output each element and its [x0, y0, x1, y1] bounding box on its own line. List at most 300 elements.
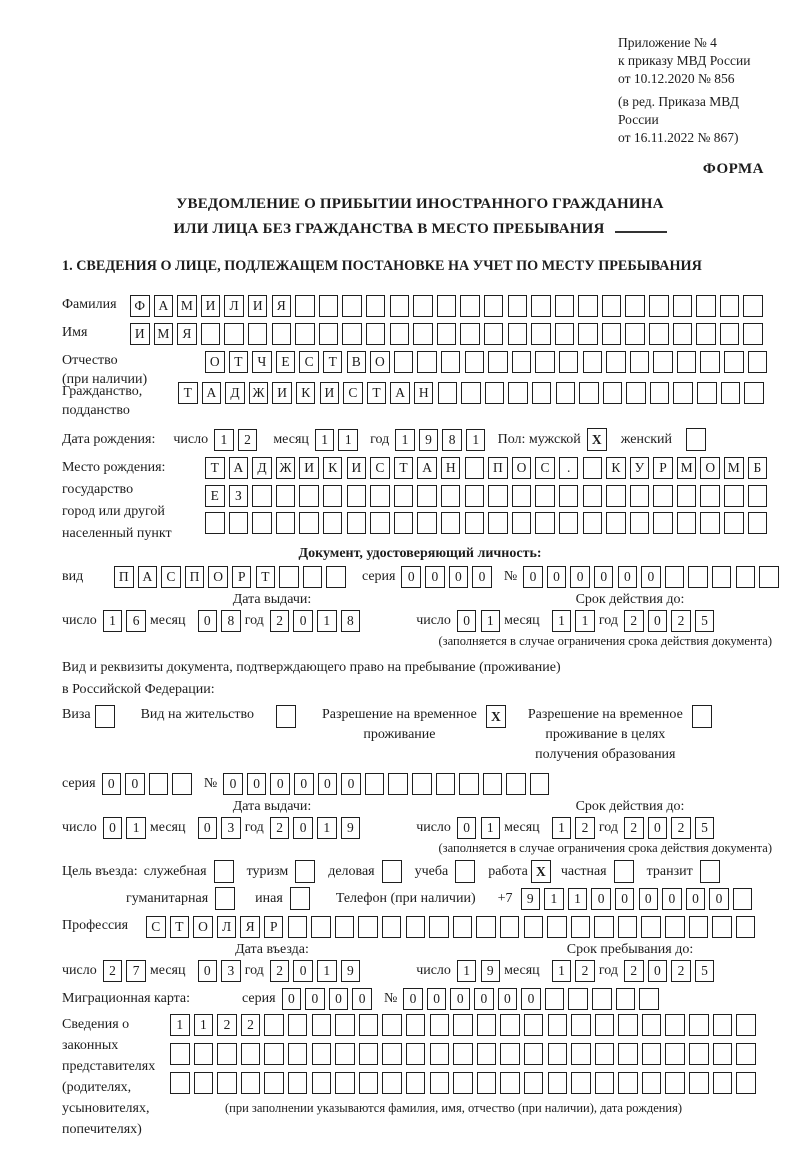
char-cell[interactable]: 1: [575, 610, 595, 632]
char-cell[interactable]: [673, 323, 693, 345]
char-cell[interactable]: [677, 512, 697, 534]
char-cell[interactable]: Т: [178, 382, 198, 404]
char-cell[interactable]: 1: [126, 817, 146, 839]
char-cell[interactable]: А: [138, 566, 158, 588]
char-cell[interactable]: [438, 382, 458, 404]
char-cell[interactable]: П: [488, 457, 508, 479]
char-cell[interactable]: [485, 382, 505, 404]
char-cell[interactable]: [437, 295, 457, 317]
checkbox-cell[interactable]: [276, 705, 296, 728]
char-cell[interactable]: Н: [414, 382, 434, 404]
char-cell[interactable]: 5: [695, 610, 715, 632]
char-cell[interactable]: [736, 1072, 756, 1094]
char-cell[interactable]: Т: [256, 566, 276, 588]
char-cell[interactable]: 1: [338, 429, 358, 451]
checkbox-cell[interactable]: [455, 860, 475, 883]
char-cell[interactable]: Ч: [252, 351, 272, 373]
char-cell[interactable]: И: [248, 295, 268, 317]
char-cell[interactable]: И: [272, 382, 292, 404]
char-cell[interactable]: 0: [686, 888, 706, 910]
char-cell[interactable]: М: [724, 457, 744, 479]
char-cell[interactable]: 0: [198, 610, 218, 632]
char-cell[interactable]: А: [229, 457, 249, 479]
char-cell[interactable]: [436, 773, 456, 795]
char-cell[interactable]: 0: [618, 566, 638, 588]
char-cell[interactable]: 1: [315, 429, 335, 451]
char-cell[interactable]: 0: [709, 888, 729, 910]
char-cell[interactable]: [500, 1072, 520, 1094]
checkbox-cell[interactable]: [95, 705, 115, 728]
char-cell[interactable]: 1: [466, 429, 486, 451]
char-cell[interactable]: [583, 457, 603, 479]
char-cell[interactable]: Л: [217, 916, 237, 938]
char-cell[interactable]: 2: [575, 960, 595, 982]
checkbox-cell[interactable]: [215, 887, 235, 910]
char-cell[interactable]: [276, 512, 296, 534]
char-cell[interactable]: [642, 1014, 662, 1036]
char-cell[interactable]: [688, 566, 708, 588]
char-cell[interactable]: Л: [224, 295, 244, 317]
char-cell[interactable]: [559, 351, 579, 373]
char-cell[interactable]: [736, 566, 756, 588]
char-cell[interactable]: [630, 485, 650, 507]
char-cell[interactable]: [579, 382, 599, 404]
char-cell[interactable]: И: [347, 457, 367, 479]
char-cell[interactable]: И: [130, 323, 150, 345]
char-cell[interactable]: 2: [575, 817, 595, 839]
char-cell[interactable]: Ж: [249, 382, 269, 404]
char-cell[interactable]: 0: [270, 773, 290, 795]
char-cell[interactable]: С: [370, 457, 390, 479]
char-cell[interactable]: [311, 916, 331, 938]
char-cell[interactable]: [394, 512, 414, 534]
char-cell[interactable]: [650, 382, 670, 404]
char-cell[interactable]: 0: [329, 988, 349, 1010]
char-cell[interactable]: [413, 295, 433, 317]
char-cell[interactable]: 0: [594, 566, 614, 588]
char-cell[interactable]: [412, 773, 432, 795]
char-cell[interactable]: [689, 1072, 709, 1094]
checkbox-cell[interactable]: X: [531, 860, 551, 883]
char-cell[interactable]: [335, 1043, 355, 1065]
char-cell[interactable]: [279, 566, 299, 588]
checkbox-cell[interactable]: X: [486, 705, 506, 728]
char-cell[interactable]: [696, 295, 716, 317]
checkbox-cell[interactable]: [214, 860, 234, 883]
char-cell[interactable]: [713, 1072, 733, 1094]
char-cell[interactable]: 0: [198, 817, 218, 839]
char-cell[interactable]: К: [296, 382, 316, 404]
char-cell[interactable]: З: [229, 485, 249, 507]
char-cell[interactable]: [713, 1014, 733, 1036]
char-cell[interactable]: 0: [521, 988, 541, 1010]
char-cell[interactable]: [347, 485, 367, 507]
char-cell[interactable]: [545, 988, 565, 1010]
char-cell[interactable]: 2: [671, 817, 691, 839]
char-cell[interactable]: [312, 1014, 332, 1036]
char-cell[interactable]: Р: [264, 916, 284, 938]
char-cell[interactable]: [508, 295, 528, 317]
char-cell[interactable]: [626, 382, 646, 404]
char-cell[interactable]: [744, 382, 764, 404]
char-cell[interactable]: 8: [221, 610, 241, 632]
char-cell[interactable]: [406, 916, 426, 938]
char-cell[interactable]: [595, 1072, 615, 1094]
char-cell[interactable]: [488, 351, 508, 373]
char-cell[interactable]: [530, 773, 550, 795]
char-cell[interactable]: [288, 916, 308, 938]
char-cell[interactable]: С: [161, 566, 181, 588]
char-cell[interactable]: 0: [641, 566, 661, 588]
char-cell[interactable]: 0: [125, 773, 145, 795]
char-cell[interactable]: [697, 382, 717, 404]
checkbox-cell[interactable]: [692, 705, 712, 728]
char-cell[interactable]: 2: [270, 817, 290, 839]
char-cell[interactable]: 0: [427, 988, 447, 1010]
char-cell[interactable]: Р: [232, 566, 252, 588]
char-cell[interactable]: О: [205, 351, 225, 373]
char-cell[interactable]: 2: [217, 1014, 237, 1036]
char-cell[interactable]: Т: [229, 351, 249, 373]
char-cell[interactable]: [264, 1014, 284, 1036]
char-cell[interactable]: 0: [457, 610, 477, 632]
char-cell[interactable]: 1: [552, 817, 572, 839]
char-cell[interactable]: Я: [177, 323, 197, 345]
char-cell[interactable]: [342, 323, 362, 345]
checkbox-cell[interactable]: X: [587, 428, 607, 451]
char-cell[interactable]: 0: [472, 566, 492, 588]
char-cell[interactable]: [673, 295, 693, 317]
char-cell[interactable]: [172, 773, 192, 795]
char-cell[interactable]: [665, 1072, 685, 1094]
char-cell[interactable]: 0: [615, 888, 635, 910]
char-cell[interactable]: 1: [395, 429, 415, 451]
char-cell[interactable]: 2: [270, 960, 290, 982]
char-cell[interactable]: [724, 351, 744, 373]
char-cell[interactable]: [547, 916, 567, 938]
char-cell[interactable]: [477, 1043, 497, 1065]
char-cell[interactable]: [606, 512, 626, 534]
char-cell[interactable]: [653, 512, 673, 534]
char-cell[interactable]: [759, 566, 779, 588]
char-cell[interactable]: [299, 485, 319, 507]
char-cell[interactable]: [535, 512, 555, 534]
char-cell[interactable]: 8: [341, 610, 361, 632]
char-cell[interactable]: 0: [305, 988, 325, 1010]
char-cell[interactable]: [441, 485, 461, 507]
char-cell[interactable]: [578, 295, 598, 317]
checkbox-cell[interactable]: [700, 860, 720, 883]
char-cell[interactable]: [406, 1014, 426, 1036]
char-cell[interactable]: [170, 1072, 190, 1094]
char-cell[interactable]: [476, 916, 496, 938]
char-cell[interactable]: [194, 1043, 214, 1065]
char-cell[interactable]: [594, 916, 614, 938]
char-cell[interactable]: 1: [170, 1014, 190, 1036]
char-cell[interactable]: [335, 1072, 355, 1094]
char-cell[interactable]: [417, 512, 437, 534]
char-cell[interactable]: [453, 916, 473, 938]
char-cell[interactable]: 9: [341, 817, 361, 839]
char-cell[interactable]: [512, 512, 532, 534]
char-cell[interactable]: [606, 351, 626, 373]
char-cell[interactable]: [568, 988, 588, 1010]
char-cell[interactable]: И: [320, 382, 340, 404]
char-cell[interactable]: [323, 485, 343, 507]
char-cell[interactable]: [689, 1043, 709, 1065]
char-cell[interactable]: [465, 485, 485, 507]
char-cell[interactable]: [616, 988, 636, 1010]
char-cell[interactable]: П: [185, 566, 205, 588]
char-cell[interactable]: 9: [341, 960, 361, 982]
char-cell[interactable]: [535, 485, 555, 507]
char-cell[interactable]: 0: [102, 773, 122, 795]
char-cell[interactable]: У: [630, 457, 650, 479]
char-cell[interactable]: [430, 1043, 450, 1065]
char-cell[interactable]: Д: [252, 457, 272, 479]
char-cell[interactable]: Е: [205, 485, 225, 507]
char-cell[interactable]: [630, 512, 650, 534]
char-cell[interactable]: [359, 1043, 379, 1065]
char-cell[interactable]: [453, 1014, 473, 1036]
char-cell[interactable]: [700, 351, 720, 373]
char-cell[interactable]: [205, 512, 225, 534]
char-cell[interactable]: 1: [481, 817, 501, 839]
char-cell[interactable]: [653, 351, 673, 373]
char-cell[interactable]: [512, 485, 532, 507]
char-cell[interactable]: [430, 1072, 450, 1094]
char-cell[interactable]: [677, 485, 697, 507]
char-cell[interactable]: 0: [293, 960, 313, 982]
char-cell[interactable]: 2: [238, 429, 258, 451]
char-cell[interactable]: [252, 485, 272, 507]
char-cell[interactable]: 0: [648, 817, 668, 839]
char-cell[interactable]: 0: [247, 773, 267, 795]
char-cell[interactable]: [592, 988, 612, 1010]
char-cell[interactable]: [736, 916, 756, 938]
char-cell[interactable]: 1: [317, 960, 337, 982]
char-cell[interactable]: [602, 323, 622, 345]
char-cell[interactable]: [394, 351, 414, 373]
char-cell[interactable]: [524, 1014, 544, 1036]
char-cell[interactable]: [733, 888, 753, 910]
char-cell[interactable]: [441, 512, 461, 534]
char-cell[interactable]: 0: [648, 610, 668, 632]
char-cell[interactable]: И: [201, 295, 221, 317]
char-cell[interactable]: [721, 382, 741, 404]
char-cell[interactable]: [630, 351, 650, 373]
char-cell[interactable]: [488, 485, 508, 507]
char-cell[interactable]: 0: [523, 566, 543, 588]
char-cell[interactable]: [583, 351, 603, 373]
char-cell[interactable]: [559, 512, 579, 534]
char-cell[interactable]: 0: [401, 566, 421, 588]
char-cell[interactable]: [366, 323, 386, 345]
char-cell[interactable]: 1: [552, 960, 572, 982]
char-cell[interactable]: 0: [293, 817, 313, 839]
char-cell[interactable]: [460, 323, 480, 345]
char-cell[interactable]: [602, 295, 622, 317]
char-cell[interactable]: А: [202, 382, 222, 404]
char-cell[interactable]: [639, 988, 659, 1010]
char-cell[interactable]: 0: [457, 817, 477, 839]
char-cell[interactable]: [217, 1043, 237, 1065]
char-cell[interactable]: [618, 916, 638, 938]
char-cell[interactable]: 5: [695, 817, 715, 839]
char-cell[interactable]: [653, 485, 673, 507]
char-cell[interactable]: [303, 566, 323, 588]
char-cell[interactable]: 0: [352, 988, 372, 1010]
char-cell[interactable]: А: [154, 295, 174, 317]
char-cell[interactable]: Б: [748, 457, 768, 479]
char-cell[interactable]: О: [193, 916, 213, 938]
char-cell[interactable]: [696, 323, 716, 345]
char-cell[interactable]: [618, 1043, 638, 1065]
char-cell[interactable]: [149, 773, 169, 795]
char-cell[interactable]: [430, 1014, 450, 1036]
char-cell[interactable]: [649, 295, 669, 317]
char-cell[interactable]: [347, 512, 367, 534]
char-cell[interactable]: [508, 382, 528, 404]
char-cell[interactable]: [288, 1043, 308, 1065]
char-cell[interactable]: Т: [367, 382, 387, 404]
char-cell[interactable]: [484, 295, 504, 317]
char-cell[interactable]: [724, 512, 744, 534]
char-cell[interactable]: [720, 295, 740, 317]
char-cell[interactable]: [665, 1014, 685, 1036]
char-cell[interactable]: [342, 295, 362, 317]
char-cell[interactable]: [642, 1043, 662, 1065]
char-cell[interactable]: [535, 351, 555, 373]
char-cell[interactable]: [531, 323, 551, 345]
char-cell[interactable]: 0: [425, 566, 445, 588]
char-cell[interactable]: [743, 295, 763, 317]
char-cell[interactable]: 9: [419, 429, 439, 451]
char-cell[interactable]: [217, 1072, 237, 1094]
char-cell[interactable]: П: [114, 566, 134, 588]
char-cell[interactable]: [460, 295, 480, 317]
char-cell[interactable]: 1: [552, 610, 572, 632]
char-cell[interactable]: 2: [241, 1014, 261, 1036]
char-cell[interactable]: [390, 295, 410, 317]
char-cell[interactable]: [649, 323, 669, 345]
char-cell[interactable]: [665, 566, 685, 588]
char-cell[interactable]: [524, 1072, 544, 1094]
char-cell[interactable]: [512, 351, 532, 373]
char-cell[interactable]: С: [343, 382, 363, 404]
char-cell[interactable]: 0: [318, 773, 338, 795]
char-cell[interactable]: [370, 512, 390, 534]
char-cell[interactable]: И: [299, 457, 319, 479]
char-cell[interactable]: [417, 485, 437, 507]
char-cell[interactable]: 0: [293, 610, 313, 632]
char-cell[interactable]: С: [299, 351, 319, 373]
char-cell[interactable]: [382, 1072, 402, 1094]
char-cell[interactable]: 2: [624, 610, 644, 632]
char-cell[interactable]: 2: [624, 960, 644, 982]
char-cell[interactable]: [224, 323, 244, 345]
char-cell[interactable]: [390, 323, 410, 345]
char-cell[interactable]: [673, 382, 693, 404]
char-cell[interactable]: [229, 512, 249, 534]
char-cell[interactable]: [319, 323, 339, 345]
char-cell[interactable]: [264, 1072, 284, 1094]
checkbox-cell[interactable]: [686, 428, 706, 451]
char-cell[interactable]: Р: [653, 457, 673, 479]
char-cell[interactable]: [276, 485, 296, 507]
char-cell[interactable]: Я: [272, 295, 292, 317]
char-cell[interactable]: [483, 773, 503, 795]
char-cell[interactable]: Д: [225, 382, 245, 404]
char-cell[interactable]: 1: [481, 610, 501, 632]
char-cell[interactable]: [417, 351, 437, 373]
char-cell[interactable]: [720, 323, 740, 345]
char-cell[interactable]: 0: [639, 888, 659, 910]
char-cell[interactable]: [524, 916, 544, 938]
char-cell[interactable]: [641, 916, 661, 938]
char-cell[interactable]: 2: [624, 817, 644, 839]
char-cell[interactable]: О: [208, 566, 228, 588]
char-cell[interactable]: [288, 1014, 308, 1036]
char-cell[interactable]: Я: [240, 916, 260, 938]
char-cell[interactable]: К: [606, 457, 626, 479]
char-cell[interactable]: 0: [341, 773, 361, 795]
char-cell[interactable]: Е: [276, 351, 296, 373]
char-cell[interactable]: [743, 323, 763, 345]
char-cell[interactable]: [484, 323, 504, 345]
char-cell[interactable]: [606, 485, 626, 507]
char-cell[interactable]: [295, 323, 315, 345]
char-cell[interactable]: Т: [170, 916, 190, 938]
char-cell[interactable]: [272, 323, 292, 345]
char-cell[interactable]: [736, 1043, 756, 1065]
checkbox-cell[interactable]: [295, 860, 315, 883]
char-cell[interactable]: [461, 382, 481, 404]
char-cell[interactable]: [724, 485, 744, 507]
char-cell[interactable]: [170, 1043, 190, 1065]
char-cell[interactable]: 0: [498, 988, 518, 1010]
char-cell[interactable]: [312, 1043, 332, 1065]
char-cell[interactable]: 3: [221, 817, 241, 839]
char-cell[interactable]: 1: [457, 960, 477, 982]
char-cell[interactable]: [319, 295, 339, 317]
char-cell[interactable]: [201, 323, 221, 345]
char-cell[interactable]: [618, 1072, 638, 1094]
char-cell[interactable]: Ж: [276, 457, 296, 479]
char-cell[interactable]: 1: [568, 888, 588, 910]
char-cell[interactable]: [335, 916, 355, 938]
char-cell[interactable]: [625, 323, 645, 345]
char-cell[interactable]: 8: [442, 429, 462, 451]
char-cell[interactable]: [748, 485, 768, 507]
char-cell[interactable]: [477, 1072, 497, 1094]
char-cell[interactable]: 5: [695, 960, 715, 982]
char-cell[interactable]: 0: [198, 960, 218, 982]
char-cell[interactable]: [370, 485, 390, 507]
char-cell[interactable]: [677, 351, 697, 373]
char-cell[interactable]: 0: [294, 773, 314, 795]
char-cell[interactable]: [388, 773, 408, 795]
char-cell[interactable]: 0: [403, 988, 423, 1010]
char-cell[interactable]: [559, 485, 579, 507]
char-cell[interactable]: 0: [103, 817, 123, 839]
char-cell[interactable]: 1: [317, 610, 337, 632]
char-cell[interactable]: М: [677, 457, 697, 479]
char-cell[interactable]: 2: [671, 610, 691, 632]
char-cell[interactable]: 7: [126, 960, 146, 982]
char-cell[interactable]: [583, 485, 603, 507]
char-cell[interactable]: 2: [103, 960, 123, 982]
